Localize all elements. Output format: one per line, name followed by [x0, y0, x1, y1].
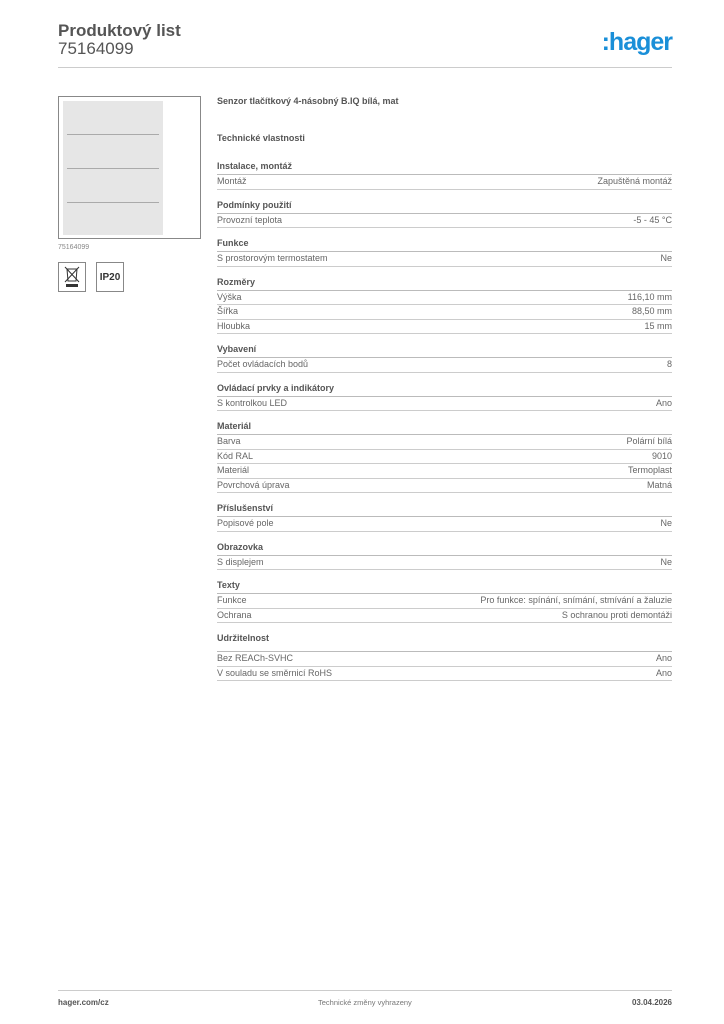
footer-website[interactable]: hager.com/cz	[58, 998, 109, 1007]
section-heading: Obrazovka	[217, 541, 672, 556]
ip20-badge: IP20	[96, 262, 124, 292]
spec-row	[217, 214, 672, 229]
weee-bin-icon	[58, 262, 86, 292]
spec-value: Ne	[660, 518, 672, 528]
section-heading: Texty	[217, 579, 672, 594]
footer-divider	[58, 990, 672, 991]
spec-label: Výška	[217, 291, 242, 302]
spec-label: Počet ovládacích bodů	[217, 359, 309, 369]
spec-row	[217, 450, 672, 465]
spec-label: Provozní teplota	[217, 214, 283, 225]
spec-row	[217, 320, 672, 335]
spec-value: -5 - 45 °C	[633, 214, 672, 225]
spec-section	[217, 343, 672, 373]
spec-section	[217, 420, 672, 493]
section-heading: Vybavení	[217, 343, 672, 358]
spec-row	[217, 291, 672, 306]
section-heading: Materiál	[217, 420, 672, 435]
spec-row	[217, 305, 672, 320]
spec-row	[217, 464, 672, 479]
spec-label: V souladu se směrnicí RoHS	[217, 667, 333, 678]
section-heading: Příslušenství	[217, 502, 672, 517]
spec-label: S displejem	[217, 556, 264, 567]
spec-section	[217, 382, 672, 412]
spec-row	[217, 652, 672, 667]
spec-label: Hloubka	[217, 320, 251, 331]
section-heading: Instalace, montáž	[217, 160, 672, 175]
spec-label: Barva	[217, 436, 241, 446]
spec-section	[217, 276, 672, 335]
spec-label: Ochrana	[217, 609, 252, 620]
spec-section	[217, 160, 672, 190]
spec-row	[217, 594, 672, 609]
spec-value: Termoplast	[627, 465, 672, 475]
hager-logo: :hager	[601, 28, 672, 56]
section-heading: Rozměry	[217, 276, 672, 291]
page-title: Produktový list	[58, 21, 181, 40]
section-heading: Podmínky použití	[217, 199, 672, 214]
spec-row	[217, 609, 672, 624]
spec-row	[217, 667, 672, 682]
product-image	[58, 96, 201, 239]
spec-label: Montáž	[217, 176, 247, 186]
footer-notice: Technické změny vyhrazeny	[318, 998, 412, 1007]
spec-section	[217, 541, 672, 571]
spec-row	[217, 435, 672, 450]
spec-value: Ano	[655, 667, 672, 678]
spec-section	[217, 237, 672, 267]
spec-label: Materiál	[217, 465, 250, 475]
spec-row	[217, 397, 672, 412]
spec-value: 116,10 mm	[627, 291, 672, 302]
spec-label: Funkce	[217, 595, 247, 605]
spec-value: Polární bílá	[626, 436, 672, 446]
section-heading: Udržitelnost	[217, 632, 672, 652]
spec-row	[217, 517, 672, 532]
spec-label: S prostorovým termostatem	[217, 253, 328, 263]
spec-section	[217, 632, 672, 681]
spec-value: Pro funkce: spínání, snímání, stmívání a žaluzie	[480, 595, 672, 605]
spec-row	[217, 358, 672, 373]
spec-value: Ano	[655, 397, 672, 408]
spec-value: 9010	[651, 450, 672, 461]
spec-value: Ne	[660, 556, 672, 567]
spec-value: 88,50 mm	[631, 306, 672, 316]
spec-label: Popisové pole	[217, 518, 274, 528]
image-caption: 75164099	[58, 244, 90, 251]
footer-date: 03.04.2026	[631, 998, 672, 1007]
spec-value: Ano	[655, 653, 672, 663]
spec-section	[217, 199, 672, 229]
spec-value: Ne	[660, 253, 672, 263]
spec-row	[217, 556, 672, 571]
product-number: 75164099	[58, 39, 134, 58]
spec-row	[217, 479, 672, 494]
spec-value: 15 mm	[644, 320, 672, 331]
spec-section	[217, 579, 672, 623]
section-heading: Funkce	[217, 237, 672, 252]
technical-heading: Technické vlastnosti	[217, 133, 305, 143]
section-heading: Ovládací prvky a indikátory	[217, 382, 672, 397]
spec-label: Bez REACh-SVHC	[217, 653, 294, 663]
spec-label: Kód RAL	[217, 450, 254, 461]
spec-value: 8	[666, 359, 672, 369]
header-divider	[58, 67, 672, 68]
spec-label: Šířka	[217, 306, 239, 316]
specifications	[217, 95, 672, 690]
spec-row	[217, 252, 672, 267]
spec-value: S ochranou proti demontáži	[561, 609, 672, 620]
spec-row	[217, 175, 672, 190]
spec-value: Matná	[646, 479, 672, 490]
spec-section	[217, 502, 672, 532]
product-name: Senzor tlačítkový 4-násobný B.IQ bílá, mat	[217, 96, 399, 106]
spec-value: Zapuštěná montáž	[597, 176, 672, 186]
spec-label: S kontrolkou LED	[217, 397, 288, 408]
spec-label: Povrchová úprava	[217, 479, 290, 490]
